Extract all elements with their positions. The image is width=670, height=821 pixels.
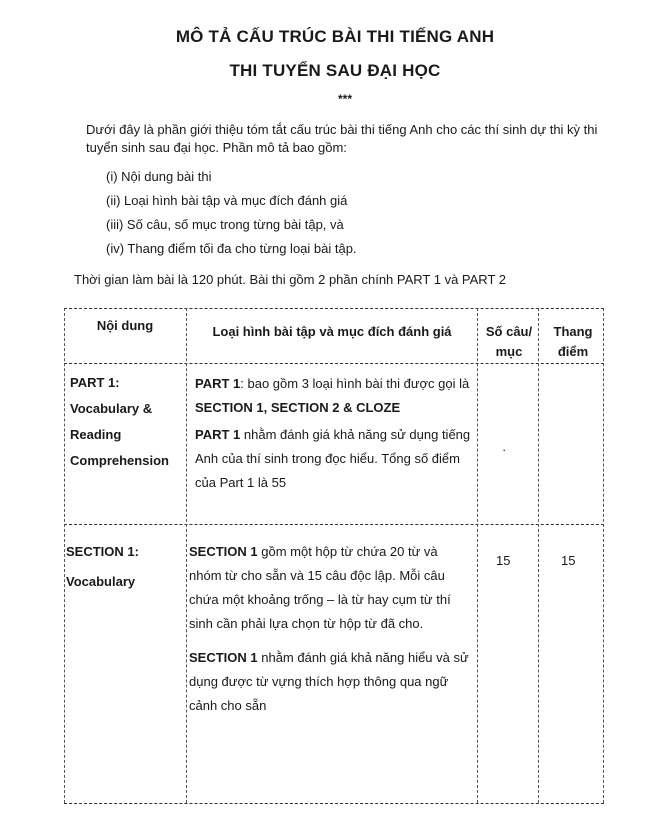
table-border-left: [64, 308, 65, 803]
part1-subject: Comprehension: [70, 453, 169, 468]
list-item: (i) Nội dung bài thi: [106, 169, 212, 184]
section1-subject: Vocabulary: [66, 574, 136, 589]
structure-table: [64, 308, 604, 804]
document-subtitle: THI TUYỂN SAU ĐẠI HỌC: [229, 61, 441, 80]
row-section1-desc: [189, 540, 471, 718]
part1-bold: PART 1: [195, 427, 241, 442]
table-border-bottom: [64, 803, 604, 804]
part1-sections: SECTION 1, SECTION 2 & CLOZE: [195, 400, 401, 415]
part1-count-mark: ·: [502, 442, 507, 457]
header-type: Loại hình bài tập và mục đích đánh giá: [212, 324, 452, 339]
header-score: Thang điểm: [553, 324, 593, 359]
description-list: [106, 168, 357, 264]
section1-score: 15: [561, 553, 576, 568]
header-content: Nội dung: [96, 318, 154, 333]
table-col-divider: [477, 308, 478, 803]
part1-text: : bao gồm 3 loại hình bài thi được gọi là: [240, 376, 470, 391]
table-col-divider: [538, 308, 539, 803]
row-part1-name: [70, 370, 184, 474]
part1-desc-paragraph: [195, 372, 471, 420]
part1-subject: Vocabulary &: [70, 401, 153, 416]
table-border-top: [64, 308, 604, 309]
part1-bold: PART 1: [195, 376, 241, 391]
intro-text: Dưới đây là phần giới thiệu tóm tắt cấu trúc bài thi tiếng Anh cho các thí sinh dự thi kỳ thi tuyển sinh sau đại học. Phần mô tả bao gồm:: [86, 122, 598, 155]
intro-paragraph: [86, 121, 626, 157]
section1-bold: SECTION 1: [189, 650, 258, 665]
section1-text: gồm một hộp từ chứa 20 từ và nhóm từ cho sẵn và 15 câu độc lập. Mỗi câu chứa một khoảng trống – là từ hay cụm từ thí sinh cần phải lựa chọn từ hộp từ đã cho.: [189, 544, 451, 631]
row-section1-name: [66, 537, 184, 597]
separator-stars: ***: [337, 92, 352, 106]
document-title: MÔ TẢ CẤU TRÚC BÀI THI TIẾNG ANH: [175, 27, 495, 46]
section1-label: SECTION 1:: [66, 544, 139, 559]
section1-purpose-text: nhằm đánh giá khả năng hiểu và sử dụng được từ vựng thích hợp thông qua ngữ cảnh cho sẵn: [189, 650, 469, 713]
part1-purpose-text: nhằm đánh giá khả năng sử dụng tiếng Anh của thí sinh trong đọc hiểu. Tổng số điểm của Part 1 là 55: [195, 427, 471, 490]
list-item: (ii) Loại hình bài tập và mục đích đánh giá: [106, 193, 348, 208]
part1-purpose-paragraph: [195, 423, 471, 495]
section1-bold: SECTION 1: [189, 544, 258, 559]
row-part1-desc: [195, 372, 471, 495]
table-row-divider: [64, 524, 604, 525]
part1-subject: Reading: [70, 427, 122, 442]
section1-count: 15: [496, 553, 511, 568]
list-item: (iii) Số câu, số mục trong từng bài tập, và: [106, 217, 344, 232]
section1-desc-paragraph: [189, 540, 471, 636]
exam-time-text: Thời gian làm bài là 120 phút. Bài thi gồm 2 phần chính PART 1 và PART 2: [74, 272, 507, 287]
part1-label: PART 1:: [70, 375, 120, 390]
section1-purpose-paragraph: [189, 646, 471, 718]
table-header-divider: [64, 363, 604, 364]
table-col-divider: [186, 308, 187, 803]
header-count: Số câu/ mục: [485, 324, 533, 359]
list-item: (iv) Thang điểm tối đa cho từng loại bài tập.: [106, 241, 357, 256]
table-border-right: [603, 308, 604, 803]
